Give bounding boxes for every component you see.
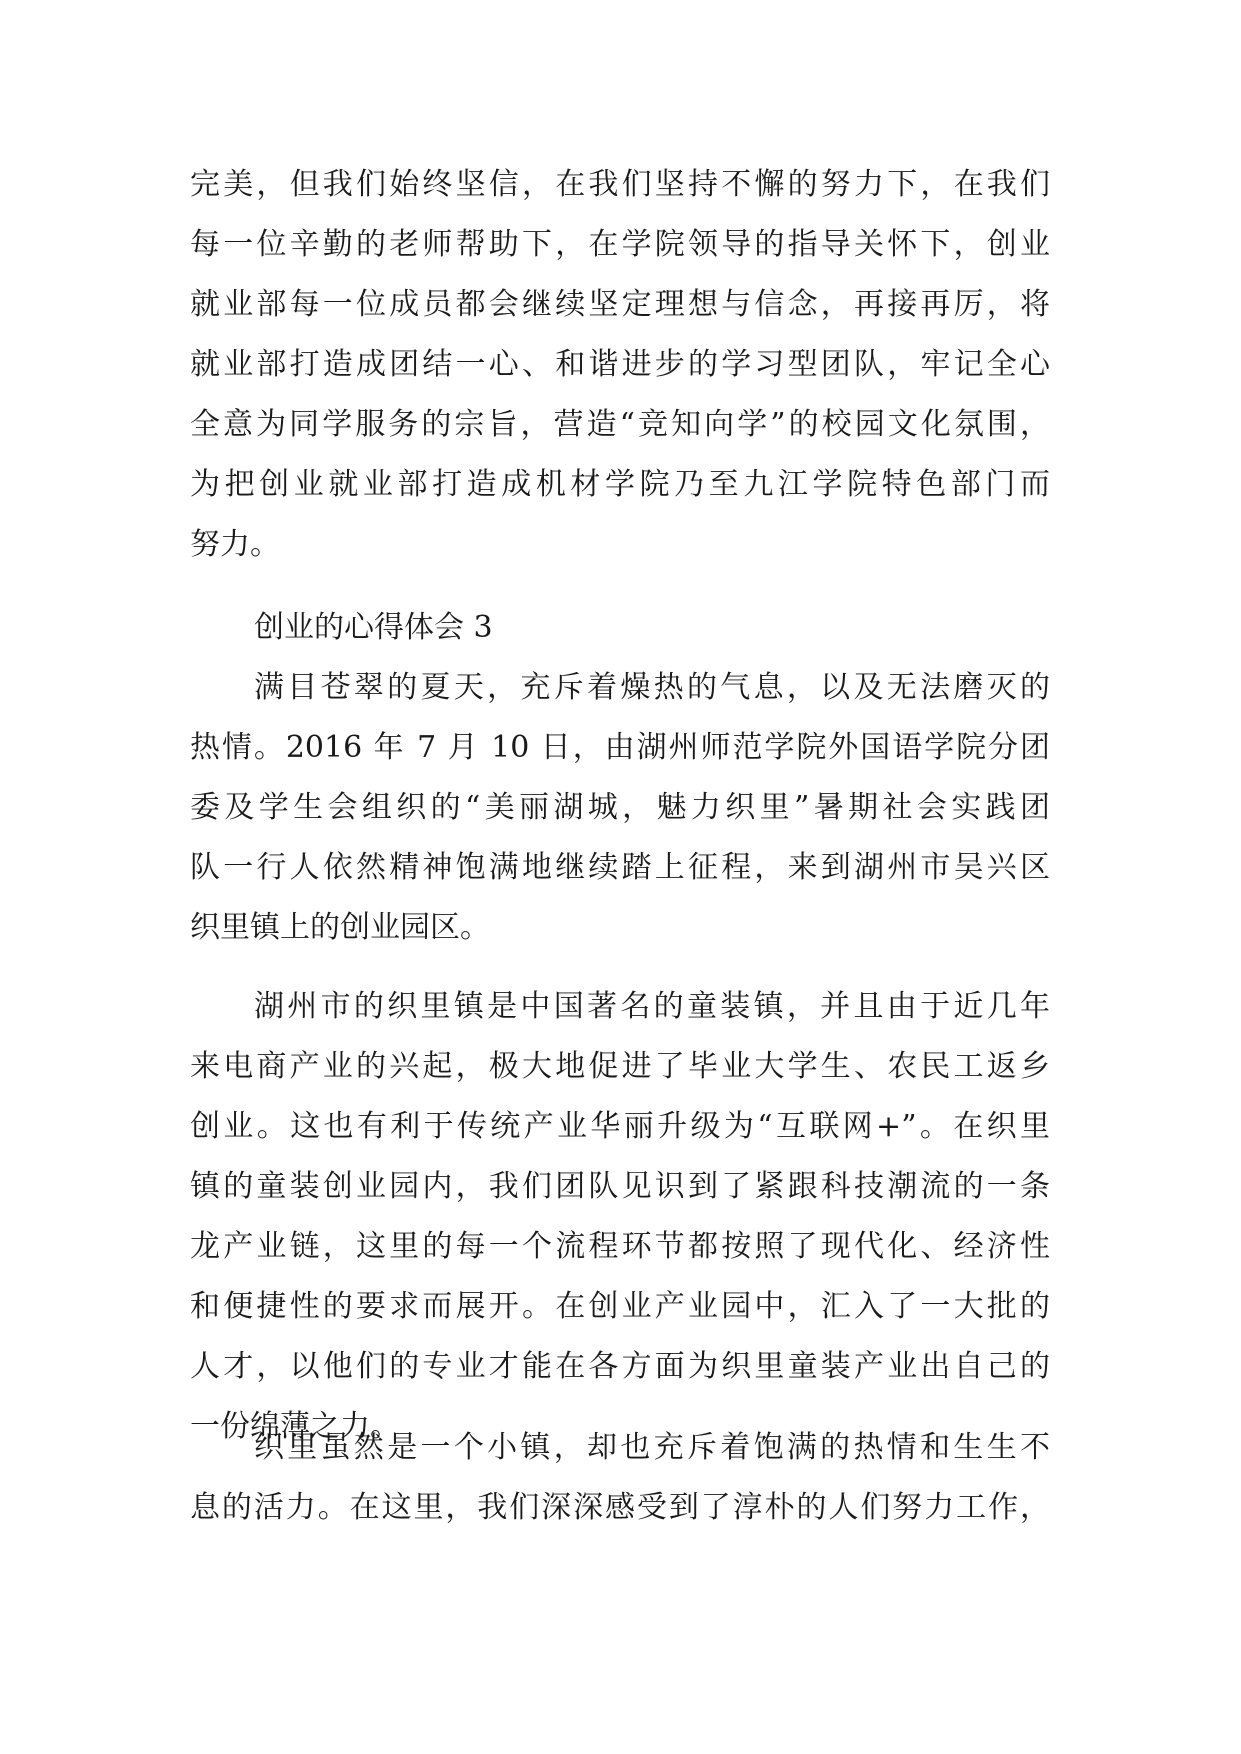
text-line: 和便捷性的要求而展开。在创业产业园中，汇入了一大批的 — [190, 1289, 1050, 1324]
text-line: 队一行人依然精神饱满地继续踏上征程，来到湖州市吴兴区 — [190, 850, 1050, 885]
text-line: 织里镇上的创业园区。 — [190, 910, 490, 945]
text-line: 完美，但我们始终坚信，在我们坚持不懈的努力下，在我们 — [190, 167, 1050, 202]
text-line: 为把创业就业部打造成机材学院乃至九江学院特色部门而 — [190, 467, 1050, 502]
section-heading — [190, 598, 1050, 658]
text-line: 努力。 — [190, 527, 280, 562]
text-line: 热情。2016 年 7 月 10 日，由湖州师范学院外国语学院分团 — [190, 730, 1050, 765]
text-line: 全意为同学服务的宗旨，营造“竞知向学”的校园文化氛围， — [190, 407, 1050, 442]
paragraph-intro — [190, 658, 1050, 958]
text-line: 创业。这也有利于传统产业华丽升级为“互联网+”。在织里 — [190, 1109, 1050, 1144]
text-line: 就业部每一位成员都会继续坚定理想与信念，再接再厉，将 — [190, 287, 1050, 322]
text-line: 一份绵薄之力。 — [190, 1409, 400, 1444]
text-line: 人才，以他们的专业才能在各方面为织里童装产业出自己的 — [190, 1349, 1050, 1384]
text-line: 委及学生会组织的“美丽湖城，魅力织里”暑期社会实践团 — [190, 790, 1050, 825]
text-line: 来电商产业的兴起，极大地促进了毕业大学生、农民工返乡 — [190, 1049, 1050, 1084]
text-line: 镇的童装创业园内，我们团队见识到了紧跟科技潮流的一条 — [190, 1169, 1050, 1204]
text-line: 每一位辛勤的老师帮助下，在学院领导的指导关怀下，创业 — [190, 227, 1050, 262]
text-line: 息的活力。在这里，我们深深感受到了淳朴的人们努力工作， — [190, 1490, 1050, 1525]
paragraph-continuation — [190, 155, 1050, 575]
text-line: 龙产业链，这里的每一个流程环节都按照了现代化、经济性 — [190, 1229, 1050, 1264]
text-line: 湖州市的织里镇是中国著名的童装镇，并且由于近几年 — [254, 989, 1050, 1024]
paragraph-zhili-town — [190, 977, 1050, 1457]
text-line: 满目苍翠的夏天，充斥着燥热的气息，以及无法磨灭的 — [254, 670, 1050, 705]
text-line: 织里虽然是一个小镇，却也充斥着饱满的热情和生生不 — [254, 1430, 1050, 1465]
heading-text: 创业的心得体会 3 — [254, 610, 493, 645]
paragraph-small-town — [190, 1418, 1050, 1538]
text-line: 就业部打造成团结一心、和谐进步的学习型团队，牢记全心 — [190, 347, 1050, 382]
